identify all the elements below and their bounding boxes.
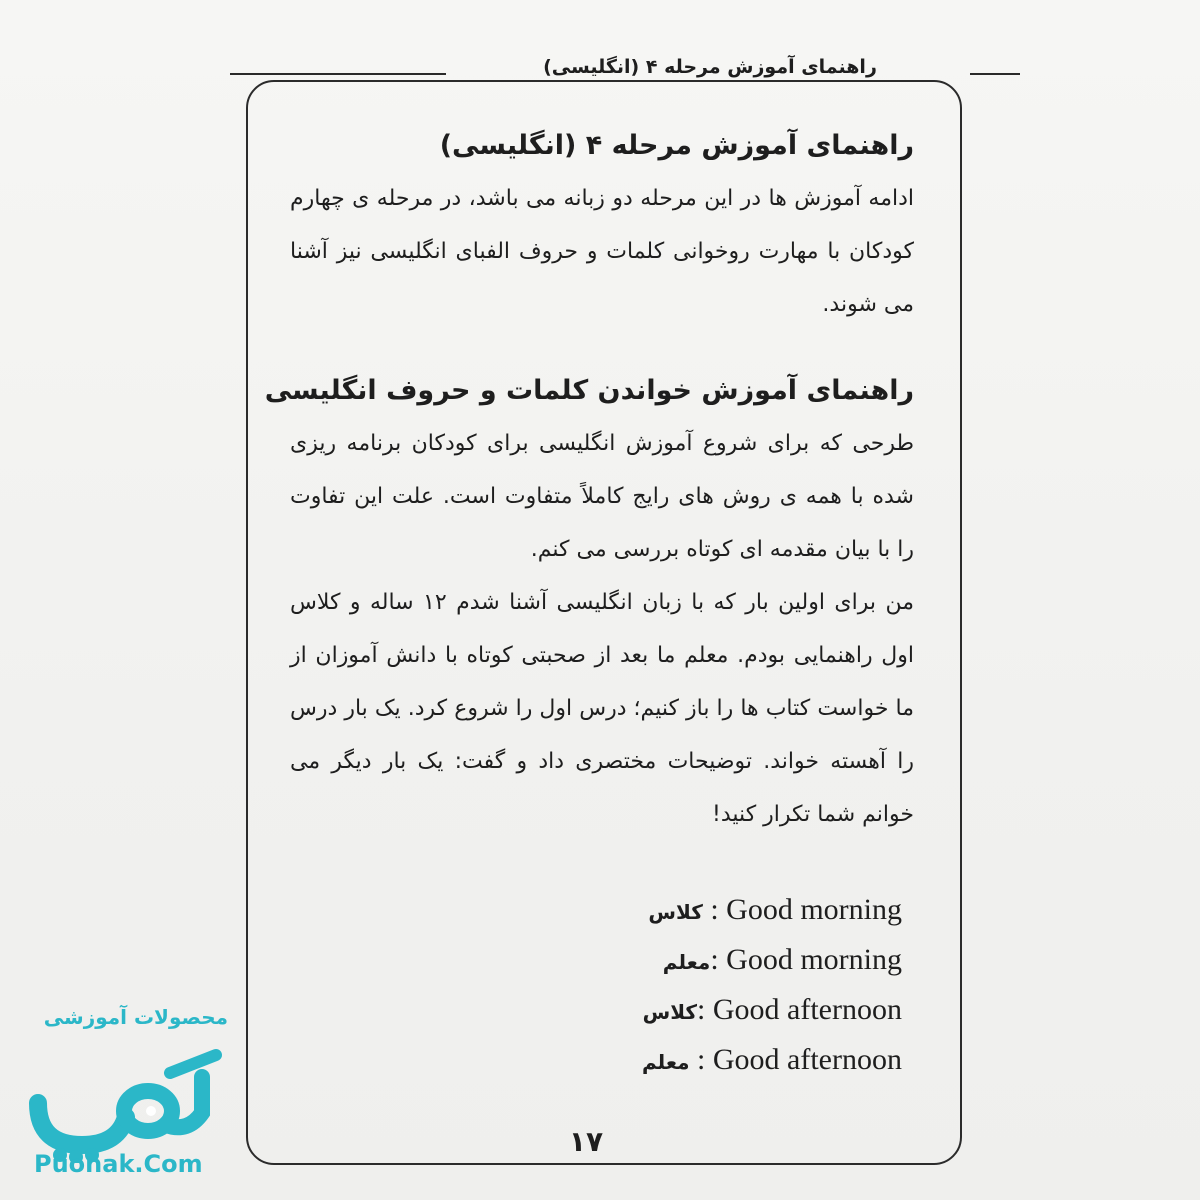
page-content bbox=[264, 112, 914, 841]
dialogue-phrase: Good morning bbox=[726, 943, 902, 976]
dialogue-line: کلاس : Good morning bbox=[648, 893, 902, 926]
dialogue-phrase: Good morning bbox=[726, 893, 902, 926]
puonak-logo-icon bbox=[20, 1033, 230, 1163]
watermark-brand-fa: محصولات آموزشی bbox=[43, 1005, 228, 1029]
dialogue-line: کلاس: Good afternoon bbox=[642, 993, 902, 1026]
header-rule-right bbox=[970, 73, 1020, 75]
dialogue-speaker: معلم bbox=[662, 950, 711, 974]
paragraph: من برای اولین بار که با زبان انگلیسی آشنا شدم ۱۲ ساله و کلاس اول راهنمایی بودم. معلم ما بعد از صحبتی کوتاه با دانش آموزان از ما خواست کتاب ها را باز کنیم؛ درس اول را شروع کرد. یک بار درس را آهسته خواند. توضیحات مختصری داد و گفت: یک بار دیگر می خوانم شما تکرار کنید! bbox=[290, 590, 914, 827]
dialogue-speaker: کلاس bbox=[642, 1000, 698, 1024]
dialogue-list bbox=[290, 885, 902, 1085]
section-heading: راهنمای آموزش مرحله ۴ (انگلیسی) bbox=[439, 130, 914, 161]
running-title: راهنمای آموزش مرحله ۴ (انگلیسی) bbox=[543, 56, 877, 78]
page-number: ۱۷ bbox=[568, 1125, 604, 1158]
watermark-url: Puonak.Com bbox=[34, 1150, 203, 1178]
section-heading: راهنمای آموزش خواندن کلمات و حروف انگلیسی bbox=[264, 375, 914, 406]
dialogue-phrase: Good afternoon bbox=[712, 993, 902, 1026]
dialogue-phrase: Good afternoon bbox=[712, 1043, 902, 1076]
dialogue-line: معلم : Good afternoon bbox=[642, 1043, 902, 1076]
watermark-logo bbox=[20, 1005, 230, 1195]
dialogue-speaker: معلم bbox=[642, 1050, 690, 1074]
paragraph: طرحی که برای شروع آموزش انگلیسی برای کودکان برنامه ریزی شده با همه ی روش های رایج کاملاً متفاوت است. علت این تفاوت را با بیان مقدمه ای کوتاه بررسی می کنم. bbox=[290, 431, 914, 562]
header-rule-left bbox=[230, 73, 446, 75]
dialogue-speaker: کلاس bbox=[648, 900, 703, 924]
paragraph: ادامه آموزش ها در این مرحله دو زبانه می باشد، در مرحله ی چهارم کودکان با مهارت روخوانی کلمات و حروف الفبای انگلیسی نیز آشنا می شوند. bbox=[290, 186, 914, 317]
dialogue-line: معلم: Good morning bbox=[662, 943, 902, 976]
